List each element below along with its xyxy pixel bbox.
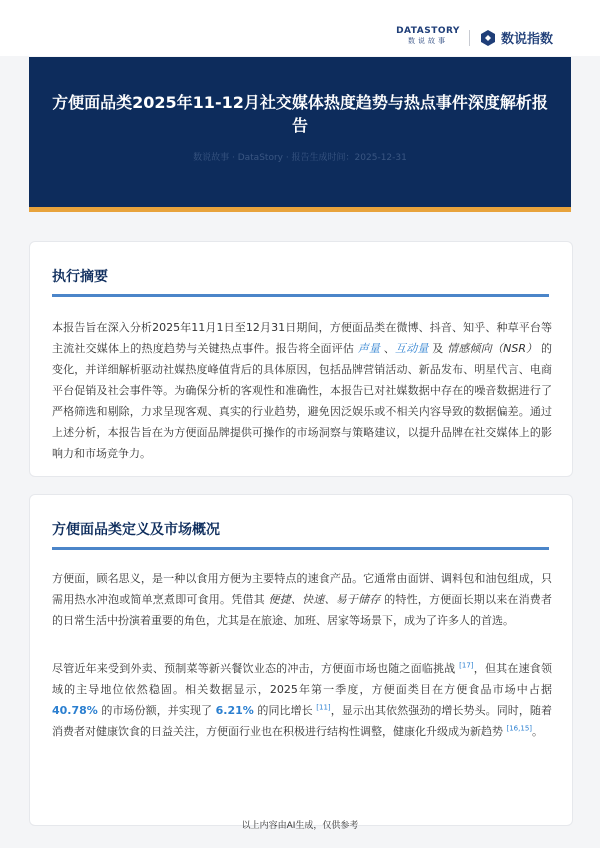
summary-text-1: 本报告旨在深入分析2025年11月1日至12月31日期间，方便面品类在微博、抖音、知乎、种草平台等主流社交媒体上的热度趋势与关键热点事件。报告将全面评估 [52,321,552,355]
brand-en: DATASTORY [396,26,460,36]
definition-rule [52,547,549,550]
summary-and: 及 [428,342,448,355]
def-text-2a: 尽管近年来受到外卖、预制菜等新兴餐饮业态的冲击，方便面市场也随之面临挑战 [52,662,460,675]
report-title: 方便面品类2025年11-12月社交媒体热度趋势与热点事件深度解析报告 [52,93,548,135]
hero-accent-bar [29,207,571,212]
summary-rule [52,294,549,297]
summary-text-2: 的变化，并详细解析驱动社媒热度峰值背后的具体原因，包括品牌营销活动、新品发布、明星代言、电商平台促销及社会事件等。为确保分析的客观性和准确性，本报告已对社媒数据中存在的噪音数据进行了严格筛选和剔除，力求呈现客观、真实的行业趋势，避免因泛娱乐或不相关内容导致的数据偏差。通过上述分析，本报告旨在为方便面品牌提供可操作的市场洞察与策略建议，以提升品牌在社交媒体上的影响力和市场竞争力。 [52,342,553,460]
datastory-logo [395,26,461,46]
def-text-2d: 的同比增长 [253,704,317,717]
ai-disclaimer: 以上内容由AI生成，仅供参考 [241,821,359,831]
keyword-nsr: 情感倾向（NSR） [447,342,538,355]
citation-17[interactable]: [17] [459,661,474,670]
brand-cn: 数说故事 [408,37,448,45]
def-text-1a: 方便面，顾名思义，是一种以食用方便为主要特点的速食产品。它通常由面饼、调料包和油包组成，只需用热水冲泡或简单烹煮即可食用。凭借其 [52,572,552,606]
citation-16-15[interactable]: [16,15] [506,724,533,733]
brand-divider [469,30,470,46]
market-share-value: 40.78% [52,704,98,717]
keyword-interaction: 互动量 [395,342,429,355]
def-text-2c: 的市场份额，并实现了 [97,704,216,717]
def-text-2f: 。 [532,725,544,738]
def-text-2e: ，显示出其依然强劲的增长势头。同时，随着消费者对健康饮食的日益关注，方便面行业也在积极进行结构性调整，健康化升级成为新趋势 [52,704,553,738]
summary-title: 执行摘要 [52,269,108,285]
def-text-1b: 的特性，方便面长期以来在消费者的日常生活中扮演着重要的角色，尤其是在旅途、加班、居家等场景下，成为了许多人的首选。 [52,593,552,627]
definition-card [29,494,573,826]
top-bar [0,0,600,56]
index-logo-icon [479,29,497,47]
report-hero [29,57,571,207]
summary-paragraph [52,317,552,464]
product-name: 数说指数 [501,32,554,47]
def-keywords: 便捷、快速、易于储存 [268,593,381,606]
definition-title: 方便面品类定义及市场概况 [52,522,220,538]
report-meta: 数说故事 · DataStory · 报告生成时间：2025-12-31 [193,153,407,163]
growth-value: 6.21% [215,704,254,717]
def-text-2b: ，但其在速食领域的主导地位依然稳固。相关数据显示，2025年第一季度，方便面类目在方便食品市场中占据 [52,662,552,696]
summary-card [29,241,573,477]
definition-paragraph-1 [52,568,552,631]
summary-sep: 、 [380,342,396,355]
keyword-volume: 声量 [357,342,381,355]
product-brand [479,28,553,47]
citation-11[interactable]: [11] [316,703,331,712]
definition-paragraph-2 [52,658,552,742]
